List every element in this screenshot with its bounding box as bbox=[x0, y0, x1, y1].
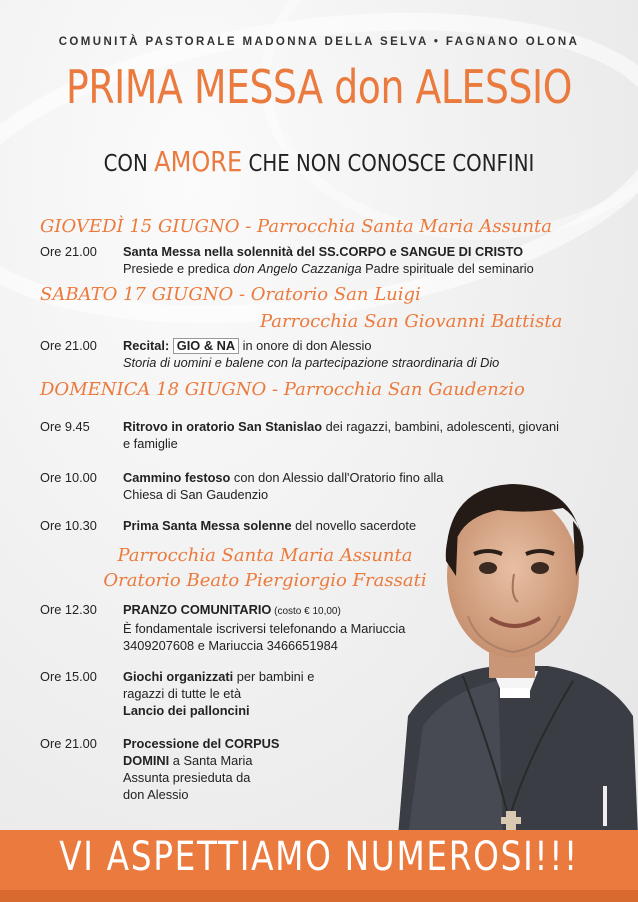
event-detail: del novello sacerdote bbox=[291, 518, 417, 533]
event-detail: ragazzi di tutte le età bbox=[123, 686, 242, 701]
event-detail: È fondamentale iscriversi telefonando a Mariuccia bbox=[123, 621, 406, 636]
bottom-strip bbox=[0, 890, 638, 902]
day-heading-thursday: GIOVEDÌ 15 GIUGNO - Parrocchia Santa Maria Assunta bbox=[40, 216, 553, 237]
event-title: Prima Santa Messa solenne bbox=[123, 518, 292, 533]
day-heading-sunday: DOMENICA 18 GIUGNO - Parrocchia San Gaudenzio bbox=[40, 379, 525, 400]
event-title: Recital: bbox=[123, 338, 170, 353]
footer-banner-text: VI ASPETTIAMO NUMEROSI!!! bbox=[59, 834, 579, 880]
event-detail-italic: don Angelo Cazzaniga bbox=[233, 261, 362, 276]
event-detail: in onore di don Alessio bbox=[239, 338, 372, 353]
event-time: Ore 15.00 bbox=[40, 669, 97, 684]
event-time: Ore 10.00 bbox=[40, 470, 97, 485]
community-line: COMUNITÀ PASTORALE MADONNA DELLA SELVA • FAGNANO OLONA bbox=[58, 36, 580, 48]
event-detail: per bambini e bbox=[233, 669, 315, 684]
event-detail-bold: DOMINI bbox=[123, 753, 170, 768]
event-title: Santa Messa nella solennità del SS.CORPO e SANGUE DI CRISTO bbox=[123, 244, 524, 259]
event-detail: con don Alessio dall'Oratorio fino alla bbox=[230, 470, 444, 485]
event-detail: dei ragazzi, bambini, adolescenti, giovani bbox=[322, 419, 559, 434]
event-detail: Chiesa di San Gaudenzio bbox=[123, 487, 269, 502]
event-cost: (costo € 10,00) bbox=[271, 606, 341, 617]
event-time: Ore 21.00 bbox=[40, 736, 97, 751]
day-heading-saturday: SABATO 17 GIUGNO - Oratorio San Luigi bbox=[40, 284, 421, 305]
event-detail: don Alessio bbox=[123, 787, 189, 802]
subtitle-highlight: AMORE bbox=[154, 145, 243, 178]
event-detail-italic: Storia di uomini e balene con la partecipazione straordinaria di Dio bbox=[123, 355, 500, 370]
event-detail: Assunta presieduta da bbox=[123, 770, 251, 785]
event-time: Ore 21.00 bbox=[40, 244, 97, 259]
event-time: Ore 9.45 bbox=[40, 419, 90, 434]
location-heading: Parrocchia Santa Maria Assunta bbox=[117, 545, 413, 566]
event-detail: e famiglie bbox=[123, 436, 178, 451]
location-heading: Oratorio Beato Piergiorgio Frassati bbox=[103, 570, 427, 591]
event-detail: Presiede e predica bbox=[123, 261, 234, 276]
event-title: Cammino festoso bbox=[123, 470, 231, 485]
event-title: Ritrovo in oratorio San Stanislao bbox=[123, 419, 323, 434]
subtitle-pre: CON bbox=[103, 151, 155, 177]
event-detail: a Santa Maria bbox=[169, 753, 253, 768]
subtitle-post: CHE NON CONOSCE CONFINI bbox=[242, 151, 535, 177]
page-title: PRIMA MESSA don ALESSIO bbox=[65, 60, 573, 114]
event-title: PRANZO COMUNITARIO bbox=[123, 602, 272, 617]
event-title: Processione del CORPUS bbox=[123, 736, 280, 751]
event-title: Giochi organizzati bbox=[123, 669, 234, 684]
event-time: Ore 21.00 bbox=[40, 338, 97, 353]
day-heading-saturday-2: Parrocchia San Giovanni Battista bbox=[260, 311, 563, 332]
subtitle bbox=[45, 145, 594, 178]
event-detail: 3409207608 e Mariuccia 3466651984 bbox=[123, 638, 338, 653]
recital-badge: GIO & NA bbox=[173, 338, 239, 354]
event-time: Ore 12.30 bbox=[40, 602, 97, 617]
event-detail-bold: Lancio dei palloncini bbox=[123, 703, 250, 718]
event-time: Ore 10.30 bbox=[40, 518, 97, 533]
event-detail: Padre spirituale del seminario bbox=[361, 261, 534, 276]
